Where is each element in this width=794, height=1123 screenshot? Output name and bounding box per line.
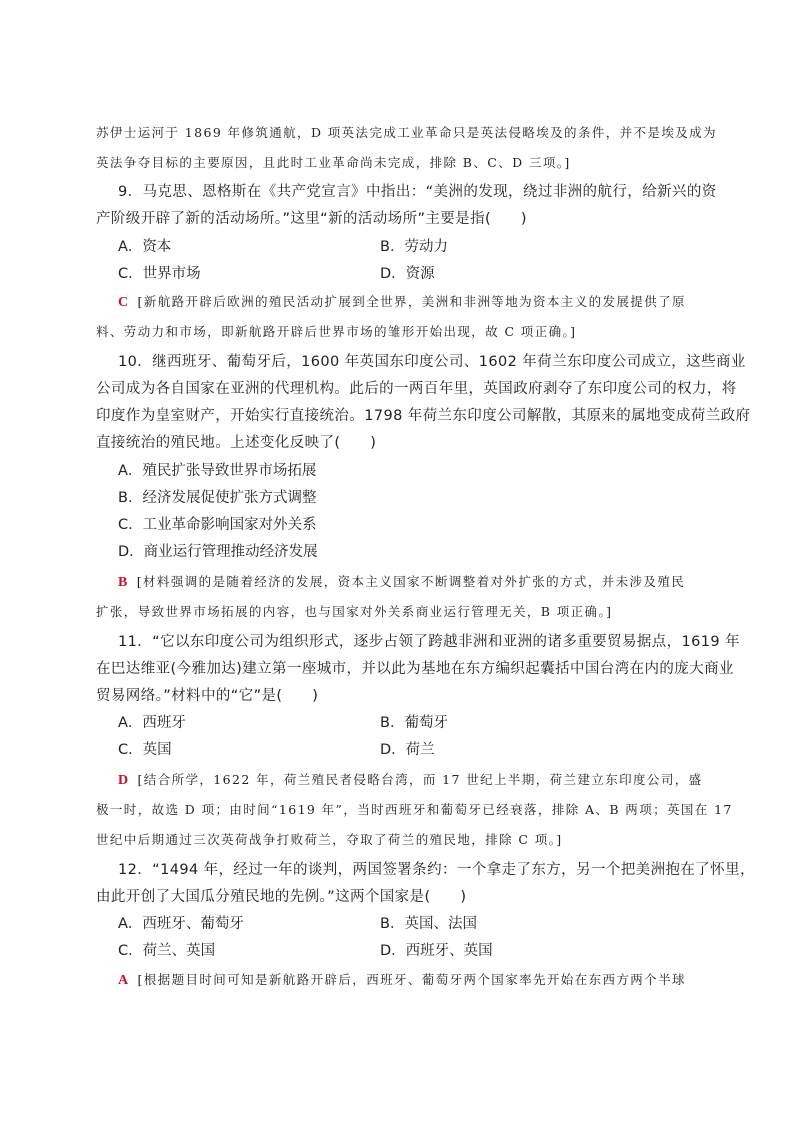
question-11-option-c: C．英国 bbox=[118, 742, 172, 758]
question-10-option-d: D．商业运行管理推动经济发展 bbox=[118, 544, 318, 560]
question-10-option-a: A．殖民扩张导致世界市场拓展 bbox=[118, 463, 317, 479]
question-9-option-d: D．资源 bbox=[380, 266, 435, 282]
question-12-stem: 12．“1494 年，经过一年的谈判，两国签署条约：一个拿走了东方，另一个把美洲抱在了怀里， bbox=[118, 862, 755, 878]
question-11-stem: 11．“它以东印度公司为组织形式，逐步占领了跨越非洲和亚洲的诸多重要贸易据点，1619 年 bbox=[118, 634, 740, 650]
question-10-stem: 直接统治的殖民地。上述变化反映了( ) bbox=[96, 435, 377, 451]
question-9-option-a: A．资本 bbox=[118, 239, 172, 255]
question-10-stem: 公司成为各自国家在亚洲的代理机构。此后的一两百年里，英国政府剥夺了东印度公司的权力，将 bbox=[96, 381, 737, 397]
question-10-stem: 10．继西班牙、葡萄牙后，1600 年英国东印度公司、1602 年荷兰东印度公司成立，这些商业 bbox=[118, 354, 746, 370]
question-10-option-b: B．经济发展促使扩张方式调整 bbox=[118, 490, 317, 506]
explanation-line: 苏伊士运河于 1869 年修筑通航，D 项英法完成工业革命只是英法侵略埃及的条件，并不是埃及成为 bbox=[96, 125, 717, 140]
question-11-option-b: B．葡萄牙 bbox=[380, 715, 448, 731]
question-9-stem: 9．马克思、恩格斯在《共产党宣言》中指出：“美洲的发现，绕过非洲的航行，给新兴的资 bbox=[118, 184, 717, 200]
explanation-line: 英法争夺目标的主要原因，且此时工业革命尚未完成，排除 B、C、D 三项。] bbox=[96, 155, 571, 170]
question-10-explanation: B [材料强调的是随着经济的发展，资本主义国家不断调整着对外扩张的方式，并未涉及殖民 bbox=[118, 574, 686, 590]
question-11-stem: 在巴达维亚(今雅加达)建立第一座城市，并以此为基地在东方编织起囊括中国台湾在内的庞大商业 bbox=[96, 661, 734, 677]
answer-letter: D bbox=[118, 773, 130, 788]
answer-letter: C bbox=[118, 295, 130, 310]
question-12-option-c: C．荷兰、英国 bbox=[118, 943, 216, 959]
question-9-stem: 产阶级开辟了新的活动场所。”这里“新的活动场所”主要是指( ) bbox=[96, 211, 527, 227]
question-9-explanation: 料、劳动力和市场，即新航路开辟后世界市场的雏形开始出现，故 C 项正确。] bbox=[96, 324, 577, 339]
question-11-explanation: 世纪中后期通过三次英荷战争打败荷兰，夺取了荷兰的殖民地，排除 C 项。] bbox=[96, 832, 563, 847]
question-11-explanation: D [结合所学，1622 年，荷兰殖民者侵略台湾，而 17 世纪上半期，荷兰建立东印度公司，盛 bbox=[118, 772, 703, 788]
question-10-option-c: C．工业革命影响国家对外关系 bbox=[118, 517, 317, 533]
question-9-option-b: B．劳动力 bbox=[380, 239, 448, 255]
question-11-option-d: D．荷兰 bbox=[380, 742, 435, 758]
question-12-option-b: B．英国、法国 bbox=[380, 916, 477, 932]
question-9-explanation: C [新航路开辟后欧洲的殖民活动扩展到全世界，美洲和非洲等地为资本主义的发展提供了原 bbox=[118, 294, 686, 310]
question-11-explanation: 极一时，故选 D 项；由时间“1619 年”，当时西班牙和葡萄牙已经衰落，排除 A、B 两项；英国在 17 bbox=[96, 802, 733, 817]
answer-letter: B bbox=[118, 575, 129, 590]
question-10-stem: 印度作为皇室财产，开始实行直接统治。1798 年荷兰东印度公司解散，其原来的属地变成荷兰政府 bbox=[96, 408, 751, 424]
question-11-stem: 贸易网络。”材料中的“它”是( ) bbox=[96, 688, 319, 704]
question-12-stem: 由此开创了大国瓜分殖民地的先例。”这两个国家是( ) bbox=[96, 889, 467, 905]
question-12-option-d: D．西班牙、英国 bbox=[380, 943, 493, 959]
question-12-option-a: A．西班牙、葡萄牙 bbox=[118, 916, 244, 932]
question-9-option-c: C．世界市场 bbox=[118, 266, 201, 282]
question-11-option-a: A．西班牙 bbox=[118, 715, 186, 731]
question-12-explanation: A [根据题目时间可知是新航路开辟后，西班牙、葡萄牙两个国家率先开始在东西方两个半球 bbox=[118, 972, 686, 988]
answer-letter: A bbox=[118, 973, 130, 988]
question-10-explanation: 扩张，导致世界市场拓展的内容，也与国家对外关系商业运行管理无关，B 项正确。] bbox=[96, 604, 613, 619]
